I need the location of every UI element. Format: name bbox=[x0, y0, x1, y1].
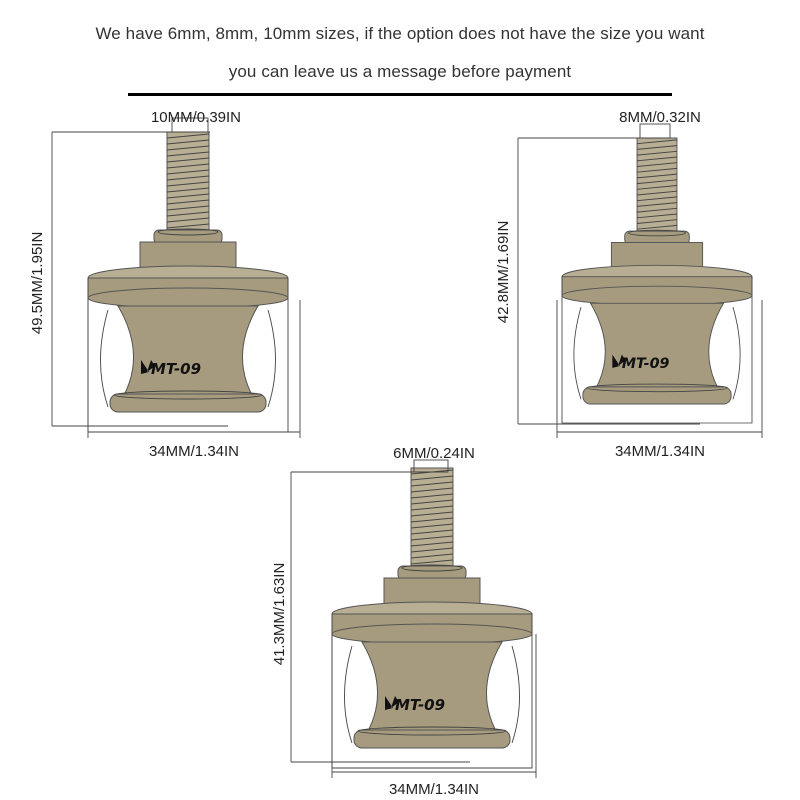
header-line-1: We have 6mm, 8mm, 10mm sizes, if the option does not have the size you want bbox=[95, 24, 705, 43]
thread-size-label-2: 8MM/0.32IN bbox=[619, 109, 701, 126]
logo-text: MT-09 bbox=[395, 696, 446, 714]
width-label-2: 34MM/1.34IN bbox=[614, 443, 706, 460]
thread-size-label-1: 10MM/0.39IN bbox=[150, 109, 242, 126]
mt09-logo-icon bbox=[612, 355, 669, 372]
height-label-2: 42.8MM/1.69IN bbox=[495, 220, 512, 324]
height-label-3: 41.3MM/1.63IN bbox=[271, 562, 288, 666]
spool-product-6mm bbox=[332, 468, 532, 768]
header-line-2: you can leave us a message before payment bbox=[228, 62, 572, 81]
spool-product-10mm bbox=[88, 132, 288, 432]
width-label-1: 34MM/1.34IN bbox=[148, 443, 240, 460]
logo-text: MT-09 bbox=[151, 360, 202, 378]
spool-product-8mm bbox=[562, 138, 752, 423]
thread-size-label-3: 6MM/0.24IN bbox=[393, 445, 475, 462]
height-label-1: 49.5MM/1.95IN bbox=[29, 231, 46, 335]
logo-text: MT-09 bbox=[621, 355, 670, 372]
width-label-3: 34MM/1.34IN bbox=[388, 781, 480, 798]
